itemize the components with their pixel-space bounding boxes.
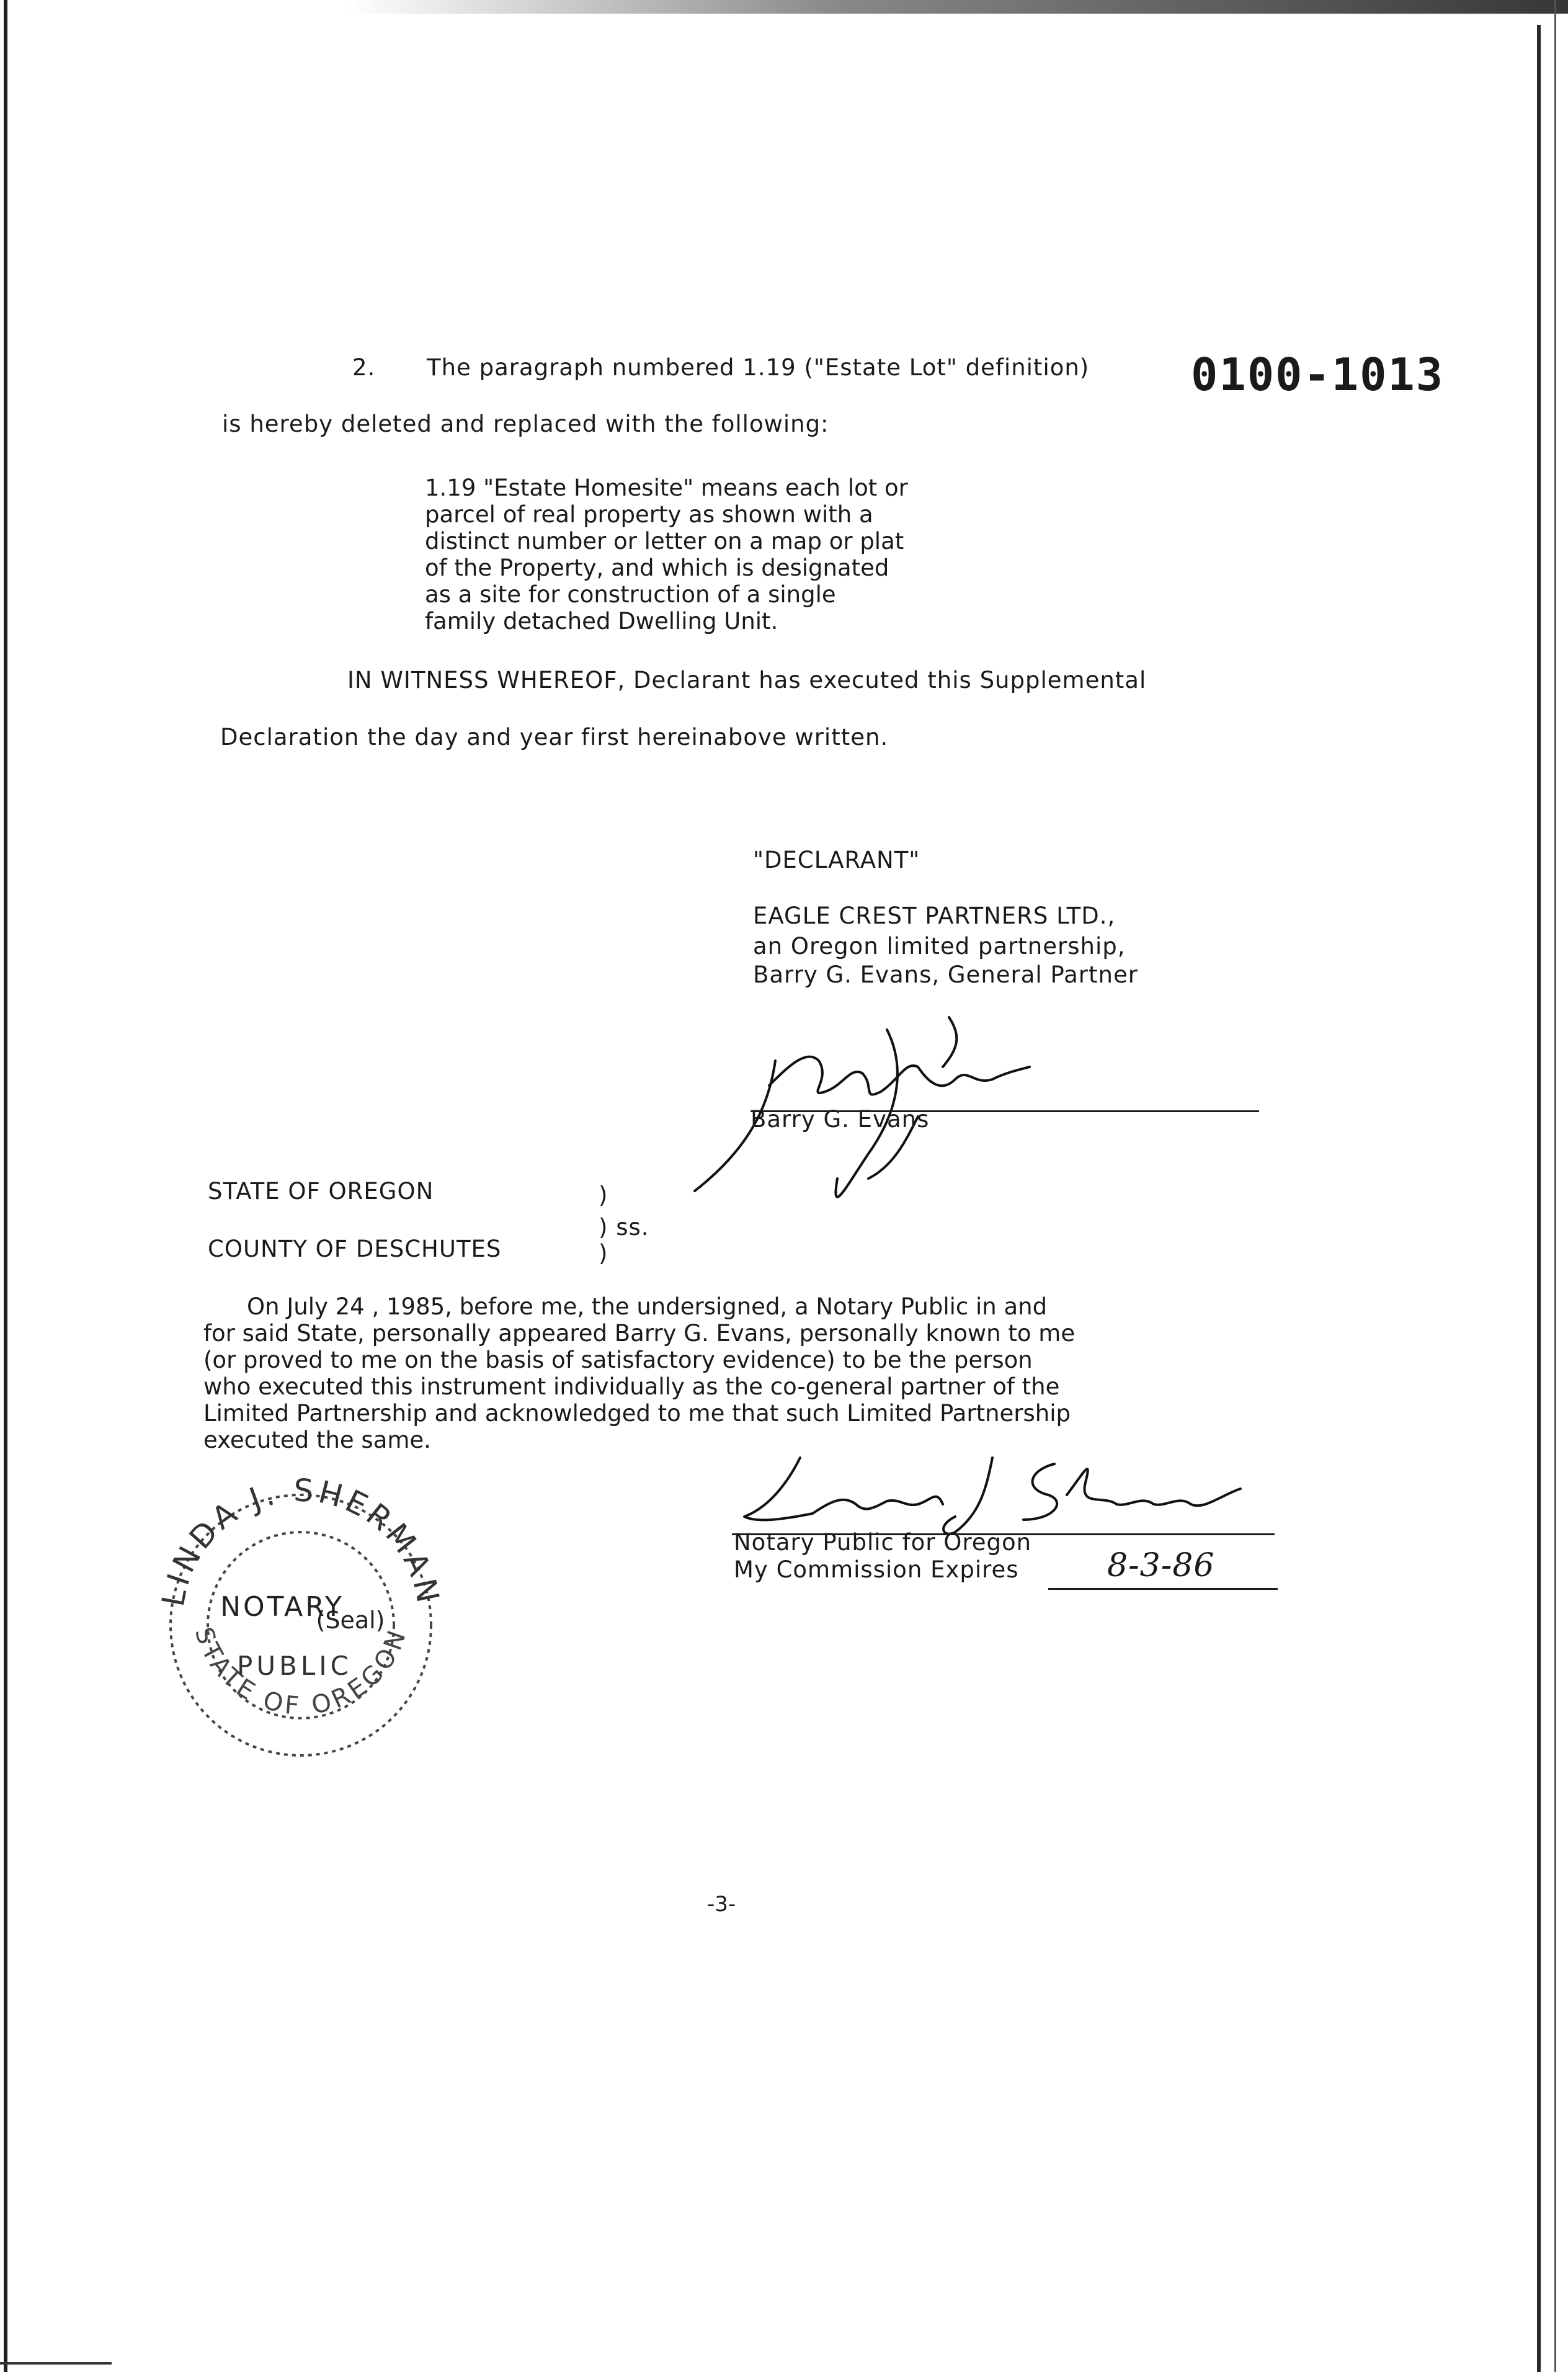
definition-line: 1.19 "Estate Homesite" means each lot or <box>425 475 908 501</box>
paragraph-line-1: The paragraph numbered 1.19 ("Estate Lot" definition) <box>427 354 1090 381</box>
notary-title: Notary Public for Oregon <box>734 1529 1032 1556</box>
declarant-partner: Barry G. Evans, General Partner <box>753 961 1138 988</box>
notary-seal <box>140 1476 462 1762</box>
scan-edge-top <box>347 0 1568 14</box>
definition-line: distinct number or letter on a map or plat <box>425 528 904 555</box>
svg-text:PUBLIC: PUBLIC <box>237 1651 352 1681</box>
venue-paren-1: ) <box>599 1182 608 1208</box>
declarant-label: "DECLARANT" <box>753 847 920 873</box>
svg-text:(Seal): (Seal) <box>316 1607 385 1634</box>
acknowledgment-line: executed the same. <box>203 1427 431 1453</box>
svg-text:NOTARY: NOTARY <box>220 1591 344 1623</box>
notary-signature <box>732 1445 1290 1538</box>
page-number: -3- <box>707 1892 736 1917</box>
paragraph-line-2: is hereby deleted and replaced with the following: <box>222 411 829 437</box>
notary-commission-date: 8-3-86 <box>1107 1547 1215 1584</box>
acknowledgment-line: who executed this instrument individually as the co-general partner of the <box>203 1373 1060 1400</box>
definition-block <box>425 475 908 635</box>
acknowledgment-line: (or proved to me on the basis of satisfactory evidence) to be the person <box>203 1347 1033 1373</box>
svg-text:LINDA J. SHERMAN: LINDA J. SHERMAN <box>154 1476 447 1610</box>
witness-line-1: IN WITNESS WHEREOF, Declarant has executed this Supplemental <box>347 667 1147 693</box>
notary-commission-label: My Commission Expires <box>734 1556 1019 1583</box>
definition-line: of the Property, and which is designated <box>425 555 889 581</box>
definition-line: family detached Dwelling Unit. <box>425 608 778 635</box>
venue-state: STATE OF OREGON <box>208 1178 434 1205</box>
declarant-description: an Oregon limited partnership, <box>753 933 1126 960</box>
witness-line-2: Declaration the day and year first hereinabove written. <box>220 724 889 751</box>
definition-line: parcel of real property as shown with a <box>425 501 873 528</box>
venue-ss: ) ss. <box>599 1214 649 1241</box>
acknowledgment-line: Limited Partnership and acknowledged to me that such Limited Partnership <box>203 1400 1071 1427</box>
declarant-name: EAGLE CREST PARTNERS LTD., <box>753 903 1116 929</box>
acknowledgment-line: for said State, personally appeared Barry G. Evans, personally known to me <box>203 1320 1076 1347</box>
scan-edge-bottom <box>0 2362 112 2365</box>
declarant-signature-name: Barry G. Evans <box>751 1106 930 1133</box>
paragraph-number: 2. <box>352 354 376 381</box>
svg-text:STATE OF OREGON: STATE OF OREGON <box>189 1623 413 1721</box>
acknowledgment-block <box>203 1293 1075 1453</box>
document-number: 0100-1013 <box>1191 349 1445 401</box>
commission-date-line <box>1048 1588 1278 1590</box>
scan-edge-right-outer <box>1554 0 1556 2372</box>
scan-edge-right <box>1537 25 1541 2372</box>
venue-county: COUNTY OF DESCHUTES <box>208 1236 502 1262</box>
acknowledgment-line: On July 24 , 1985, before me, the undersigned, a Notary Public in and <box>247 1293 1048 1320</box>
definition-line: as a site for construction of a single <box>425 581 836 608</box>
venue-paren-3: ) <box>599 1240 608 1267</box>
scan-edge-left <box>4 0 7 2372</box>
